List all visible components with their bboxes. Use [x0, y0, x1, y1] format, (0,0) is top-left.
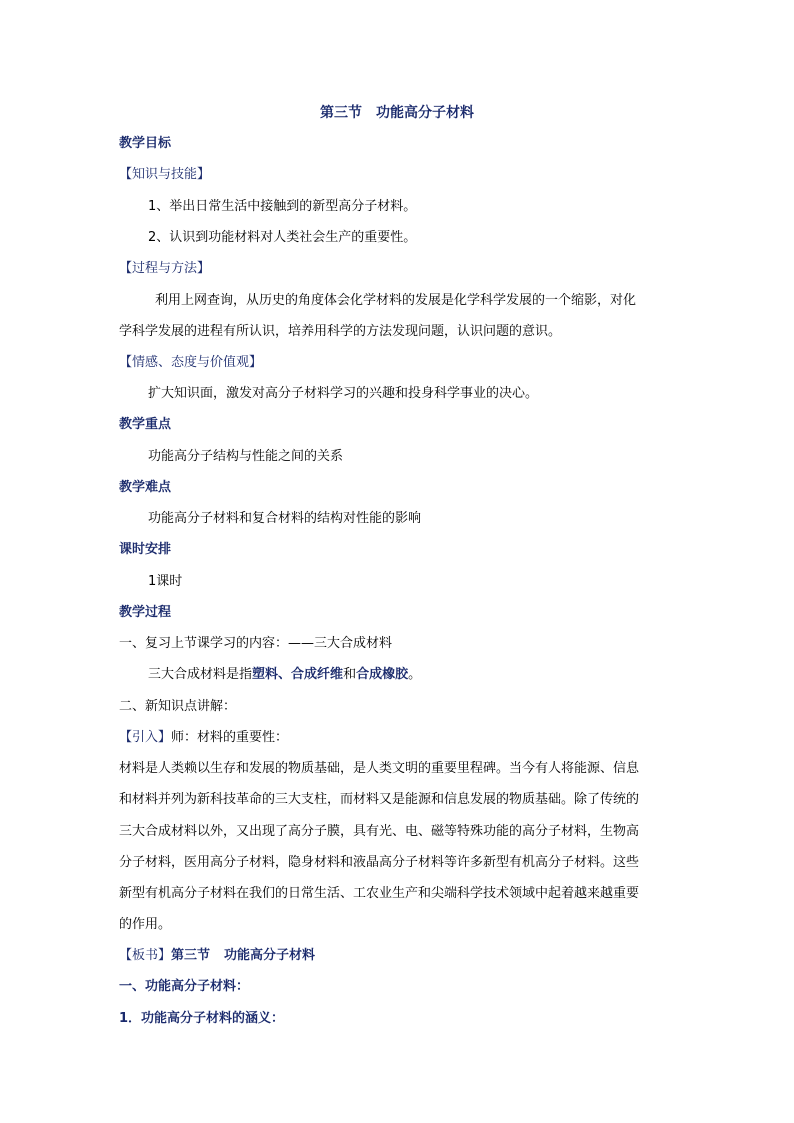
emotion-heading: 【情感、态度与价值观】 [119, 355, 263, 370]
term-fiber: 合成纤维 [291, 667, 344, 682]
intro-line: 【引入】师：材料的重要性： [119, 730, 289, 745]
review-line: 一、复习上节课学习的内容：——三大合成材料 [119, 636, 393, 651]
key-text: 功能高分子结构与性能之间的关系 [148, 449, 344, 464]
key-heading: 教学重点 [119, 417, 172, 432]
new-points-line: 二、新知识点讲解： [119, 699, 237, 714]
knowledge-item: 1、举出日常生活中接触到的新型高分子材料。 [148, 199, 417, 214]
para-line: 的作用。 [119, 917, 172, 932]
knowledge-heading: 【知识与技能】 [119, 167, 211, 182]
knowledge-item: 2、认识到功能材料对人类社会生产的重要性。 [148, 230, 417, 245]
para-line: 材料是人类赖以生存和发展的物质基础，是人类文明的重要里程碑。当今有人将能源、信息 [119, 761, 640, 776]
section-1-1-heading: 1．功能高分子材料的涵义： [119, 1011, 285, 1026]
para-line: 三大合成材料以外，又出现了高分子膜，具有光、电、磁等特殊功能的高分子材料，生物高 [119, 824, 640, 839]
emotion-text: 扩大知识面，激发对高分子材料学习的兴趣和投身科学事业的决心。 [148, 386, 539, 401]
process-text-line: 学科学发展的进程有所认识，培养用科学的方法发现问题，认识问题的意识。 [119, 324, 562, 339]
difficulty-text: 功能高分子材料和复合材料的结构对性能的影响 [148, 511, 422, 526]
board-bracket: 【板书】 [119, 948, 172, 963]
schedule-heading: 课时安排 [119, 542, 172, 557]
schedule-text: 1课时 [148, 574, 183, 589]
section-1-heading: 一、功能高分子材料： [119, 979, 250, 994]
page-title: 第三节 功能高分子材料 [320, 105, 474, 121]
goals-heading: 教学目标 [119, 136, 172, 151]
para-line: 新型有机高分子材料在我们的日常生活、工农业生产和尖端科学技术领域中起着越来越重要 [119, 886, 640, 901]
intro-bracket: 【引入】 [119, 730, 172, 745]
process-text-line: 利用上网查询，从历史的角度体会化学材料的发展是化学科学发展的一个缩影，对化 [155, 293, 637, 308]
term-plastic: 塑料 [252, 667, 279, 682]
procedure-heading: 教学过程 [119, 605, 172, 620]
para-line: 分子材料，医用高分子材料，隐身材料和液晶高分子材料等许多新型有机高分子材料。这些 [119, 855, 640, 870]
board-line: 【板书】第三节 功能高分子材料 [119, 948, 316, 963]
synthetic-materials-line: 三大合成材料是指塑料、合成纤维和合成橡胶。 [148, 667, 422, 682]
difficulty-heading: 教学难点 [119, 480, 172, 495]
process-heading: 【过程与方法】 [119, 261, 211, 276]
para-line: 和材料并列为新科技革命的三大支柱，而材料又是能源和信息发展的物质基础。除了传统的 [119, 792, 640, 807]
term-rubber: 合成橡胶 [356, 667, 409, 682]
